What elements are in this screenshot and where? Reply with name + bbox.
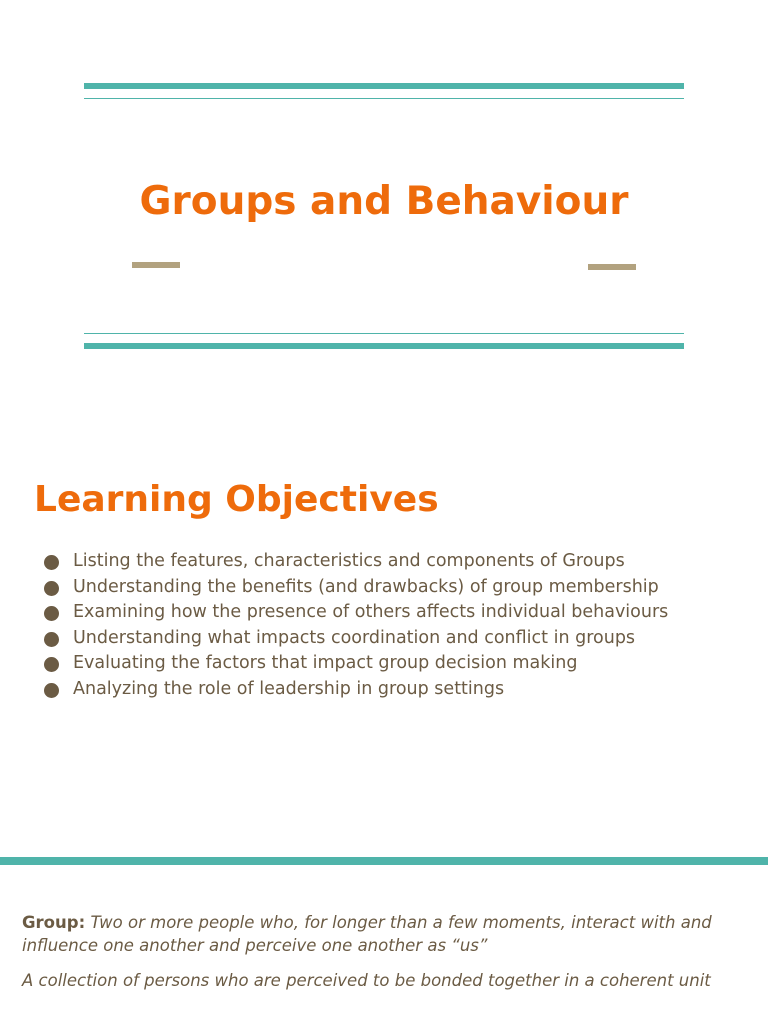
alternate-definition-text: A collection of persons who are perceived to be bonded together in a coherent unit <box>22 971 711 990</box>
bottom-thick-rule <box>84 343 684 349</box>
left-dash <box>132 262 180 268</box>
right-dash <box>588 264 636 270</box>
objectives-list <box>44 549 744 703</box>
top-thick-rule <box>84 83 684 89</box>
bullet-dot-icon <box>44 555 59 570</box>
objective-item <box>44 600 744 626</box>
section-divider <box>0 857 768 865</box>
objective-text: Evaluating the factors that impact group decision making <box>73 653 578 674</box>
bullet-dot-icon <box>44 581 59 596</box>
objective-text: Listing the features, characteristics and components of Groups <box>73 551 625 571</box>
top-thin-rule <box>84 98 684 99</box>
objective-item <box>44 626 744 652</box>
alternate-definition <box>22 969 742 992</box>
objective-text: Understanding the benefits (and drawbacks) of group membership <box>73 576 659 597</box>
objective-text: Examining how the presence of others affects individual behaviours <box>73 602 669 623</box>
objectives-heading: Learning Objectives <box>34 479 439 520</box>
objective-item <box>44 575 744 601</box>
bullet-dot-icon <box>44 606 59 621</box>
objective-text: Analyzing the role of leadership in group settings <box>73 678 505 699</box>
deck-title: Groups and Behaviour <box>139 179 629 224</box>
objective-item <box>44 549 744 575</box>
bullet-dot-icon <box>44 683 59 698</box>
bullet-dot-icon <box>44 657 59 672</box>
objective-text: Understanding what impacts coordination and conflict in groups <box>73 627 636 648</box>
group-definition <box>22 911 742 957</box>
definition-term: Group: <box>22 913 86 932</box>
bottom-thin-rule <box>84 333 684 334</box>
definition-text: Two or more people who, for longer than a few moments, interact with and influence one another and perceive one another as “us” <box>22 913 712 955</box>
objective-item <box>44 651 744 677</box>
objective-item <box>44 677 744 703</box>
objectives-slide <box>0 432 768 858</box>
definition-slide <box>0 865 768 1024</box>
bullet-dot-icon <box>44 632 59 647</box>
title-slide <box>0 0 768 432</box>
